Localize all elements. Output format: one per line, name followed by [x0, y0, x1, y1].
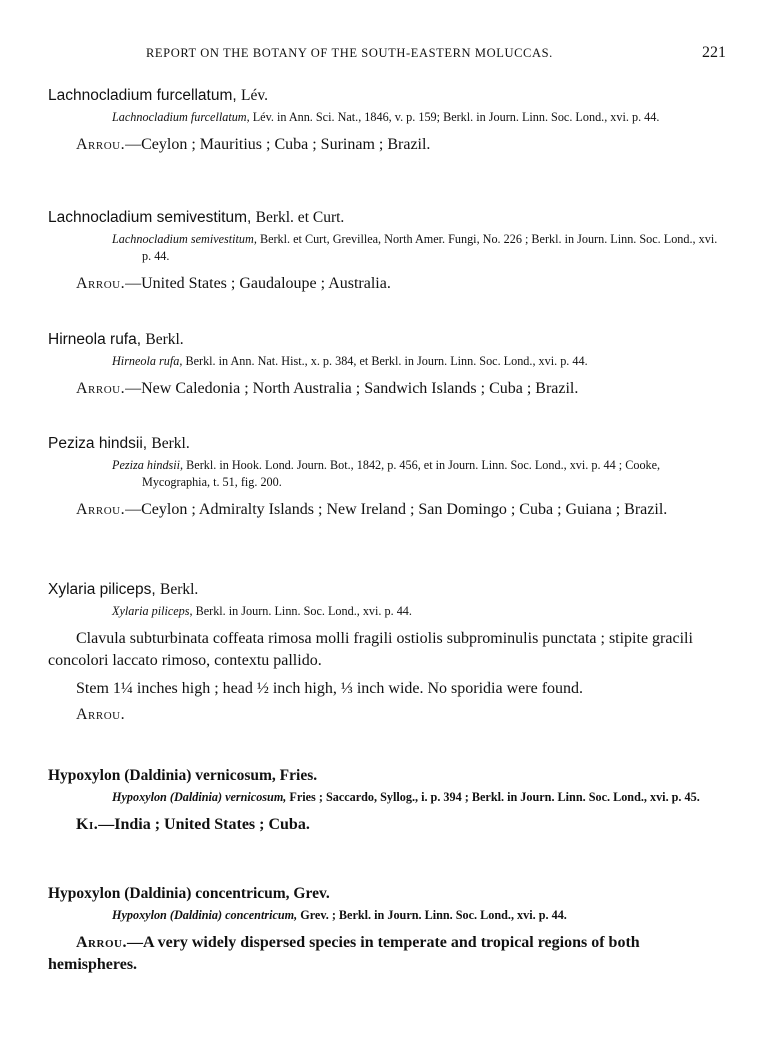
citation-name: Hypoxylon (Daldinia) vernicosum,	[112, 790, 287, 804]
species-entry	[48, 766, 726, 836]
citation-text: Berkl. in Hook. Lond. Journ. Bot., 1842, p. 456, et in Journ. Linn. Soc. Lond., xvi. p. 44 ; Cooke, Mycographia, t. 51, fig. 200.	[142, 458, 661, 489]
species-heading	[48, 434, 726, 454]
species-heading	[48, 330, 726, 350]
citation	[112, 231, 726, 265]
species-authority: Berkl.	[151, 435, 190, 452]
citation-name: Peziza hindsii,	[112, 458, 184, 472]
page-number: 221	[702, 44, 726, 61]
citation-name: Lachnocladium semivestitum,	[112, 232, 257, 246]
species-authority: Grev.	[293, 885, 330, 902]
citation-text: Berkl. et Curt, Grevillea, North Amer. Fungi, No. 226 ; Berkl. in Journ. Linn. Soc. Lond., xvi. p. 44.	[142, 232, 718, 263]
species-heading	[48, 884, 726, 904]
locality-text: —Ceylon ; Mauritius ; Cuba ; Surinam ; Brazil.	[125, 136, 431, 153]
locality-label: Arrou.	[76, 136, 126, 153]
citation-name: Lachnocladium furcellatum,	[112, 110, 250, 124]
species-heading	[48, 208, 726, 228]
running-head-title: REPORT ON THE BOTANY OF THE SOUTH-EASTERN MOLUCCAS.	[146, 46, 553, 60]
species-authority: Lév.	[241, 87, 268, 104]
citation-name: Xylaria piliceps,	[112, 604, 193, 618]
locality-text: —Ceylon ; Admiralty Islands ; New Ireland ; San Domingo ; Cuba ; Guiana ; Brazil.	[125, 501, 668, 518]
citation	[112, 789, 726, 806]
locality-label: Arrou.	[76, 501, 126, 518]
citation	[112, 109, 726, 126]
locality-line	[48, 499, 726, 521]
species-heading	[48, 86, 726, 106]
citation-name: Hypoxylon (Daldinia) concentricum,	[112, 908, 298, 922]
species-entry	[48, 330, 726, 400]
locality-line	[48, 814, 726, 836]
species-entry	[48, 580, 726, 726]
running-head	[146, 46, 726, 66]
citation-text: Berkl. in Journ. Linn. Soc. Lond., xvi. p. 44.	[195, 604, 412, 618]
measurements-text: Stem 1¼ inches high ; head ½ inch high, ⅓ inch wide. No sporidia were found.	[76, 680, 584, 697]
species-name: Hypoxylon (Daldinia) concentricum,	[48, 885, 290, 902]
species-entry	[48, 434, 726, 521]
citation-name: Hirneola rufa,	[112, 354, 183, 368]
species-heading	[48, 580, 726, 600]
locality-label: Arrou.	[76, 380, 126, 397]
locality-text: —United States ; Gaudaloupe ; Australia.	[125, 275, 391, 292]
species-name: Lachnocladium semivestitum,	[48, 209, 252, 226]
citation	[112, 603, 726, 620]
species-name: Peziza hindsii,	[48, 435, 148, 452]
species-entry	[48, 208, 726, 295]
locality-label: Arrou.	[76, 934, 127, 951]
latin-description: Clavula subturbinata coffeata rimosa molli fragili ostiolis subprominulis punctata ; stipite gracili concolori laccato rimoso, contextu pallido.	[48, 630, 693, 669]
locality-label: Arrou.	[76, 706, 126, 723]
species-entry	[48, 86, 726, 156]
locality-line	[48, 704, 726, 726]
species-authority: Berkl. et Curt.	[255, 209, 345, 226]
citation-text: Lév. in Ann. Sci. Nat., 1846, v. p. 159; Berkl. in Journ. Linn. Soc. Lond., xvi. p. 44.	[252, 110, 660, 124]
locality-text: —A very widely dispersed species in temperate and tropical regions of both hemispheres.	[48, 934, 640, 973]
citation-text: Fries ; Saccardo, Syllog., i. p. 394 ; Berkl. in Journ. Linn. Soc. Lond., xvi. p. 45.	[289, 790, 700, 804]
locality-label: Arrou.	[76, 275, 126, 292]
species-name: Hypoxylon (Daldinia) vernicosum,	[48, 767, 276, 784]
species-authority: Berkl.	[145, 331, 184, 348]
species-name: Lachnocladium furcellatum,	[48, 87, 237, 104]
citation-text: Grev. ; Berkl. in Journ. Linn. Soc. Lond., xvi. p. 44.	[300, 908, 567, 922]
locality-label: Ki.	[76, 816, 99, 833]
locality-text: —India ; United States ; Cuba.	[98, 816, 310, 833]
citation	[112, 457, 726, 491]
citation	[112, 353, 726, 370]
species-heading	[48, 766, 726, 786]
species-authority: Berkl.	[160, 581, 199, 598]
species-name: Hirneola rufa,	[48, 331, 142, 348]
locality-line	[48, 134, 726, 156]
species-entry	[48, 884, 726, 976]
citation	[112, 907, 726, 924]
locality-line	[48, 932, 726, 976]
locality-line	[48, 378, 726, 400]
citation-text: Berkl. in Ann. Nat. Hist., x. p. 384, et Berkl. in Journ. Linn. Soc. Lond., xvi. p. 44.	[185, 354, 588, 368]
locality-text: —New Caledonia ; North Australia ; Sandwich Islands ; Cuba ; Brazil.	[125, 380, 579, 397]
locality-line	[48, 273, 726, 295]
species-name: Xylaria piliceps,	[48, 581, 156, 598]
species-authority: Fries.	[279, 767, 318, 784]
